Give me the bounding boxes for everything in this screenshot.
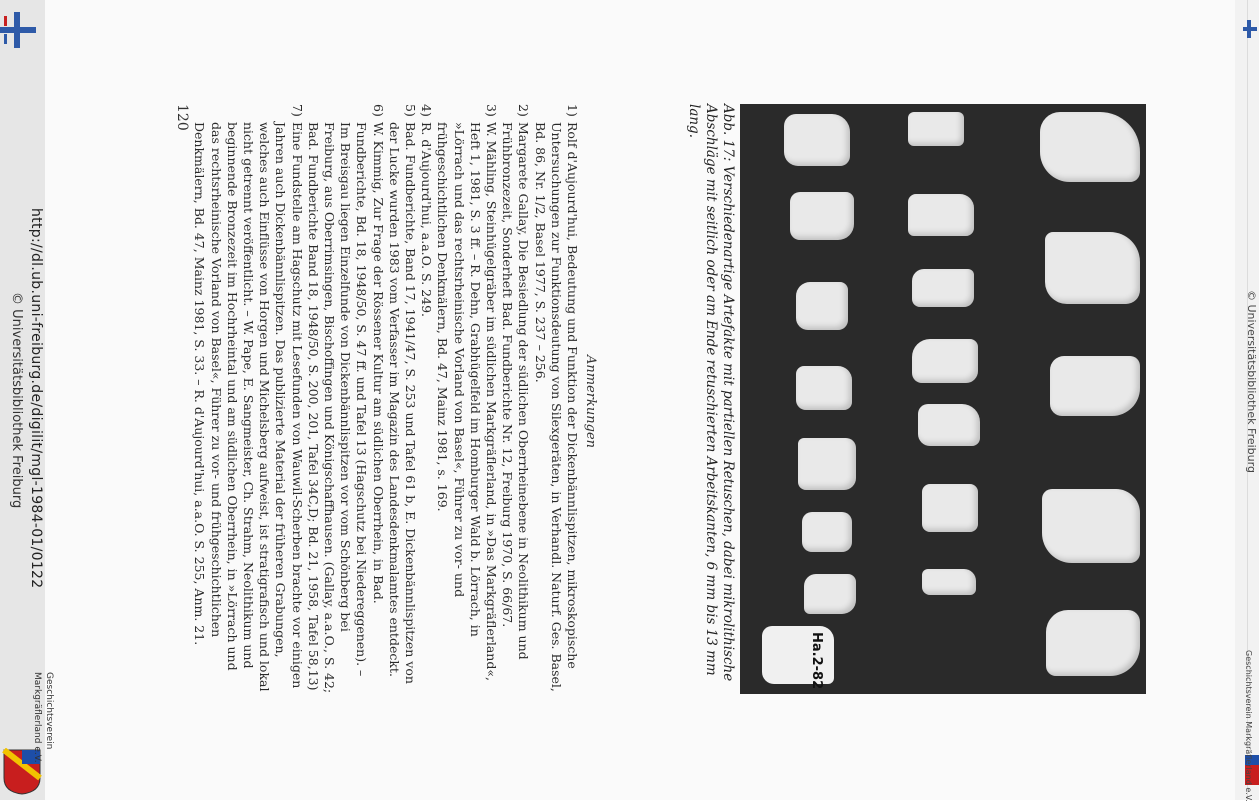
society-name-line2: Markgräflerland e.V. xyxy=(32,672,42,763)
note-text: Eine Fundstelle am Hagschutz mit Lesefunden von Wauwil-Scherben brachte vor einigen Jahren auch Dickenbännlispitzen. Das publizierte Material der früheren Grabungen, welches auch Einflüsse von Horgen und Michelsberg aufweist, ist stratigrafisch und lokal nicht getrennt veröffentlicht. – W. Pape, E. Sangmeister, Ch. Strahm, Neolithikum und beginnende Bronzezeit im Hochrheintal und am südlichen Oberrhein, in »Lörrach und das rechtsrheinische Vorland von Basel«, Führer zu vor- und frühgeschichtlichen Denkmälern, Bd. 47, Mainz 1981, S. 33. – R. d'Aujourd'hui, a.a.O. S. 255, Anm. 21. xyxy=(192,122,305,692)
note-item xyxy=(499,104,531,694)
note-number: 5) xyxy=(402,104,418,117)
figure-caption: Abb. 17: Verschiedenartige Artefakte mit partiellen Retuschen, dabei mikrolithische Abschläge mit seitlich oder am Ende retuschierten Arbeitskanten, 6 mm bis 13 mm lang. xyxy=(686,104,736,682)
note-number: 7) xyxy=(289,104,305,117)
note-item xyxy=(305,104,386,694)
notes-list xyxy=(191,104,580,694)
specimen-tag-label: Ha.2-82 xyxy=(809,632,824,690)
note-number: 4) xyxy=(419,104,435,117)
note-text: Bad. Fundberichte, Band 17, 1941/47, S. 253 und Tafel 61 b, E. Dickenbännlispitzen von der Lucke wurden 1983 vom Verfasser im Magazin des Landesdenkmalamtes entdeckt. xyxy=(386,122,418,684)
note-number: 1) xyxy=(565,104,580,117)
library-watermark: © Universitätsbibliothek Freiburg xyxy=(9,292,24,509)
note-text: W. Mähling, Steinhügelgräber im südlichen Markgräflerland, in »Das Markgräflerland«, Heft 1, 1981, S. 3 ff. – R. Dehn, Grabhügelfeld im Homburger Wald b. Lörrach, in »Lörrach und das rechtsrheinische Vorland von Basel«, Führer zu vor- und frühgeschichtlichen Denkmälern, Bd. 47, Mainz 1981, s. 169. xyxy=(435,122,499,681)
url-watermark: http://dl.ub.uni-freiburg.de/digilit/mgl-1984-01/0122 xyxy=(28,208,44,589)
note-item xyxy=(531,104,580,694)
right-edge-logo-icon xyxy=(1243,20,1257,38)
right-library-watermark: © Universitätsbibliothek Freiburg xyxy=(1245,290,1258,473)
note-text: R. d'Aujourd'hui, a.a.O. S. 249. xyxy=(419,122,435,317)
university-logo-icon xyxy=(0,12,36,48)
note-number: 6) xyxy=(370,104,386,117)
right-society-watermark: Geschichtsverein Markgräflerland e.V. xyxy=(1244,650,1253,802)
note-text: Margarete Gallay, Die Besiedlung der südlichen Oberrheinebene in Neolithikum und Frühbronzezeit, Sonderheft Bad. Fundberichte Nr. 12, Freiburg 1970, S. 66/67. xyxy=(500,122,532,660)
note-item xyxy=(434,104,499,694)
note-item xyxy=(386,104,418,694)
note-text: Rolf d'Aujourd'hui, Bedeutung und Funktion der Dickenbännlispitzen, mikroskopische Untersuchungen zur Funktionsdeutung von Silexgeräten, in Verhandl. Naturf. Ges. Basel, Bd. 86, Nr. 1/2, Basel 1977, S. 237 – 256. xyxy=(532,122,580,692)
note-number: 3) xyxy=(483,104,499,117)
society-name-line1: Geschichtsverein xyxy=(44,672,54,750)
page-number: 120 xyxy=(174,104,190,131)
notes-heading: Anmerkungen xyxy=(583,355,598,449)
note-item xyxy=(418,104,434,694)
specimen-tag xyxy=(762,626,834,690)
note-item xyxy=(191,104,304,694)
note-number: 2) xyxy=(516,104,532,117)
note-text: W. Kimmig, Zur Frage der Rössener Kultur am südlichen Oberrhein, in Bad. Fundberichte, Bd. 18, 1948/50, S. 47 ff. und Tafel 13 (Hagschutz bei Niedereggenen). – Im Breisgau liegen Einzelfunde von Dickenbännlispitzen vor vom Schönberg bei Freiburg, aus Oberrimsingen, Bischoffingen und Königschaffhausen. (Gallay, a.a.O., S. 42; Bad. Fundberichte Band 18, 1948/50, S. 200, 201, Tafel 34C,D; Bd. 21, 1958, Tafel 58,13) xyxy=(305,122,386,694)
artefacts-photograph xyxy=(740,104,1146,694)
